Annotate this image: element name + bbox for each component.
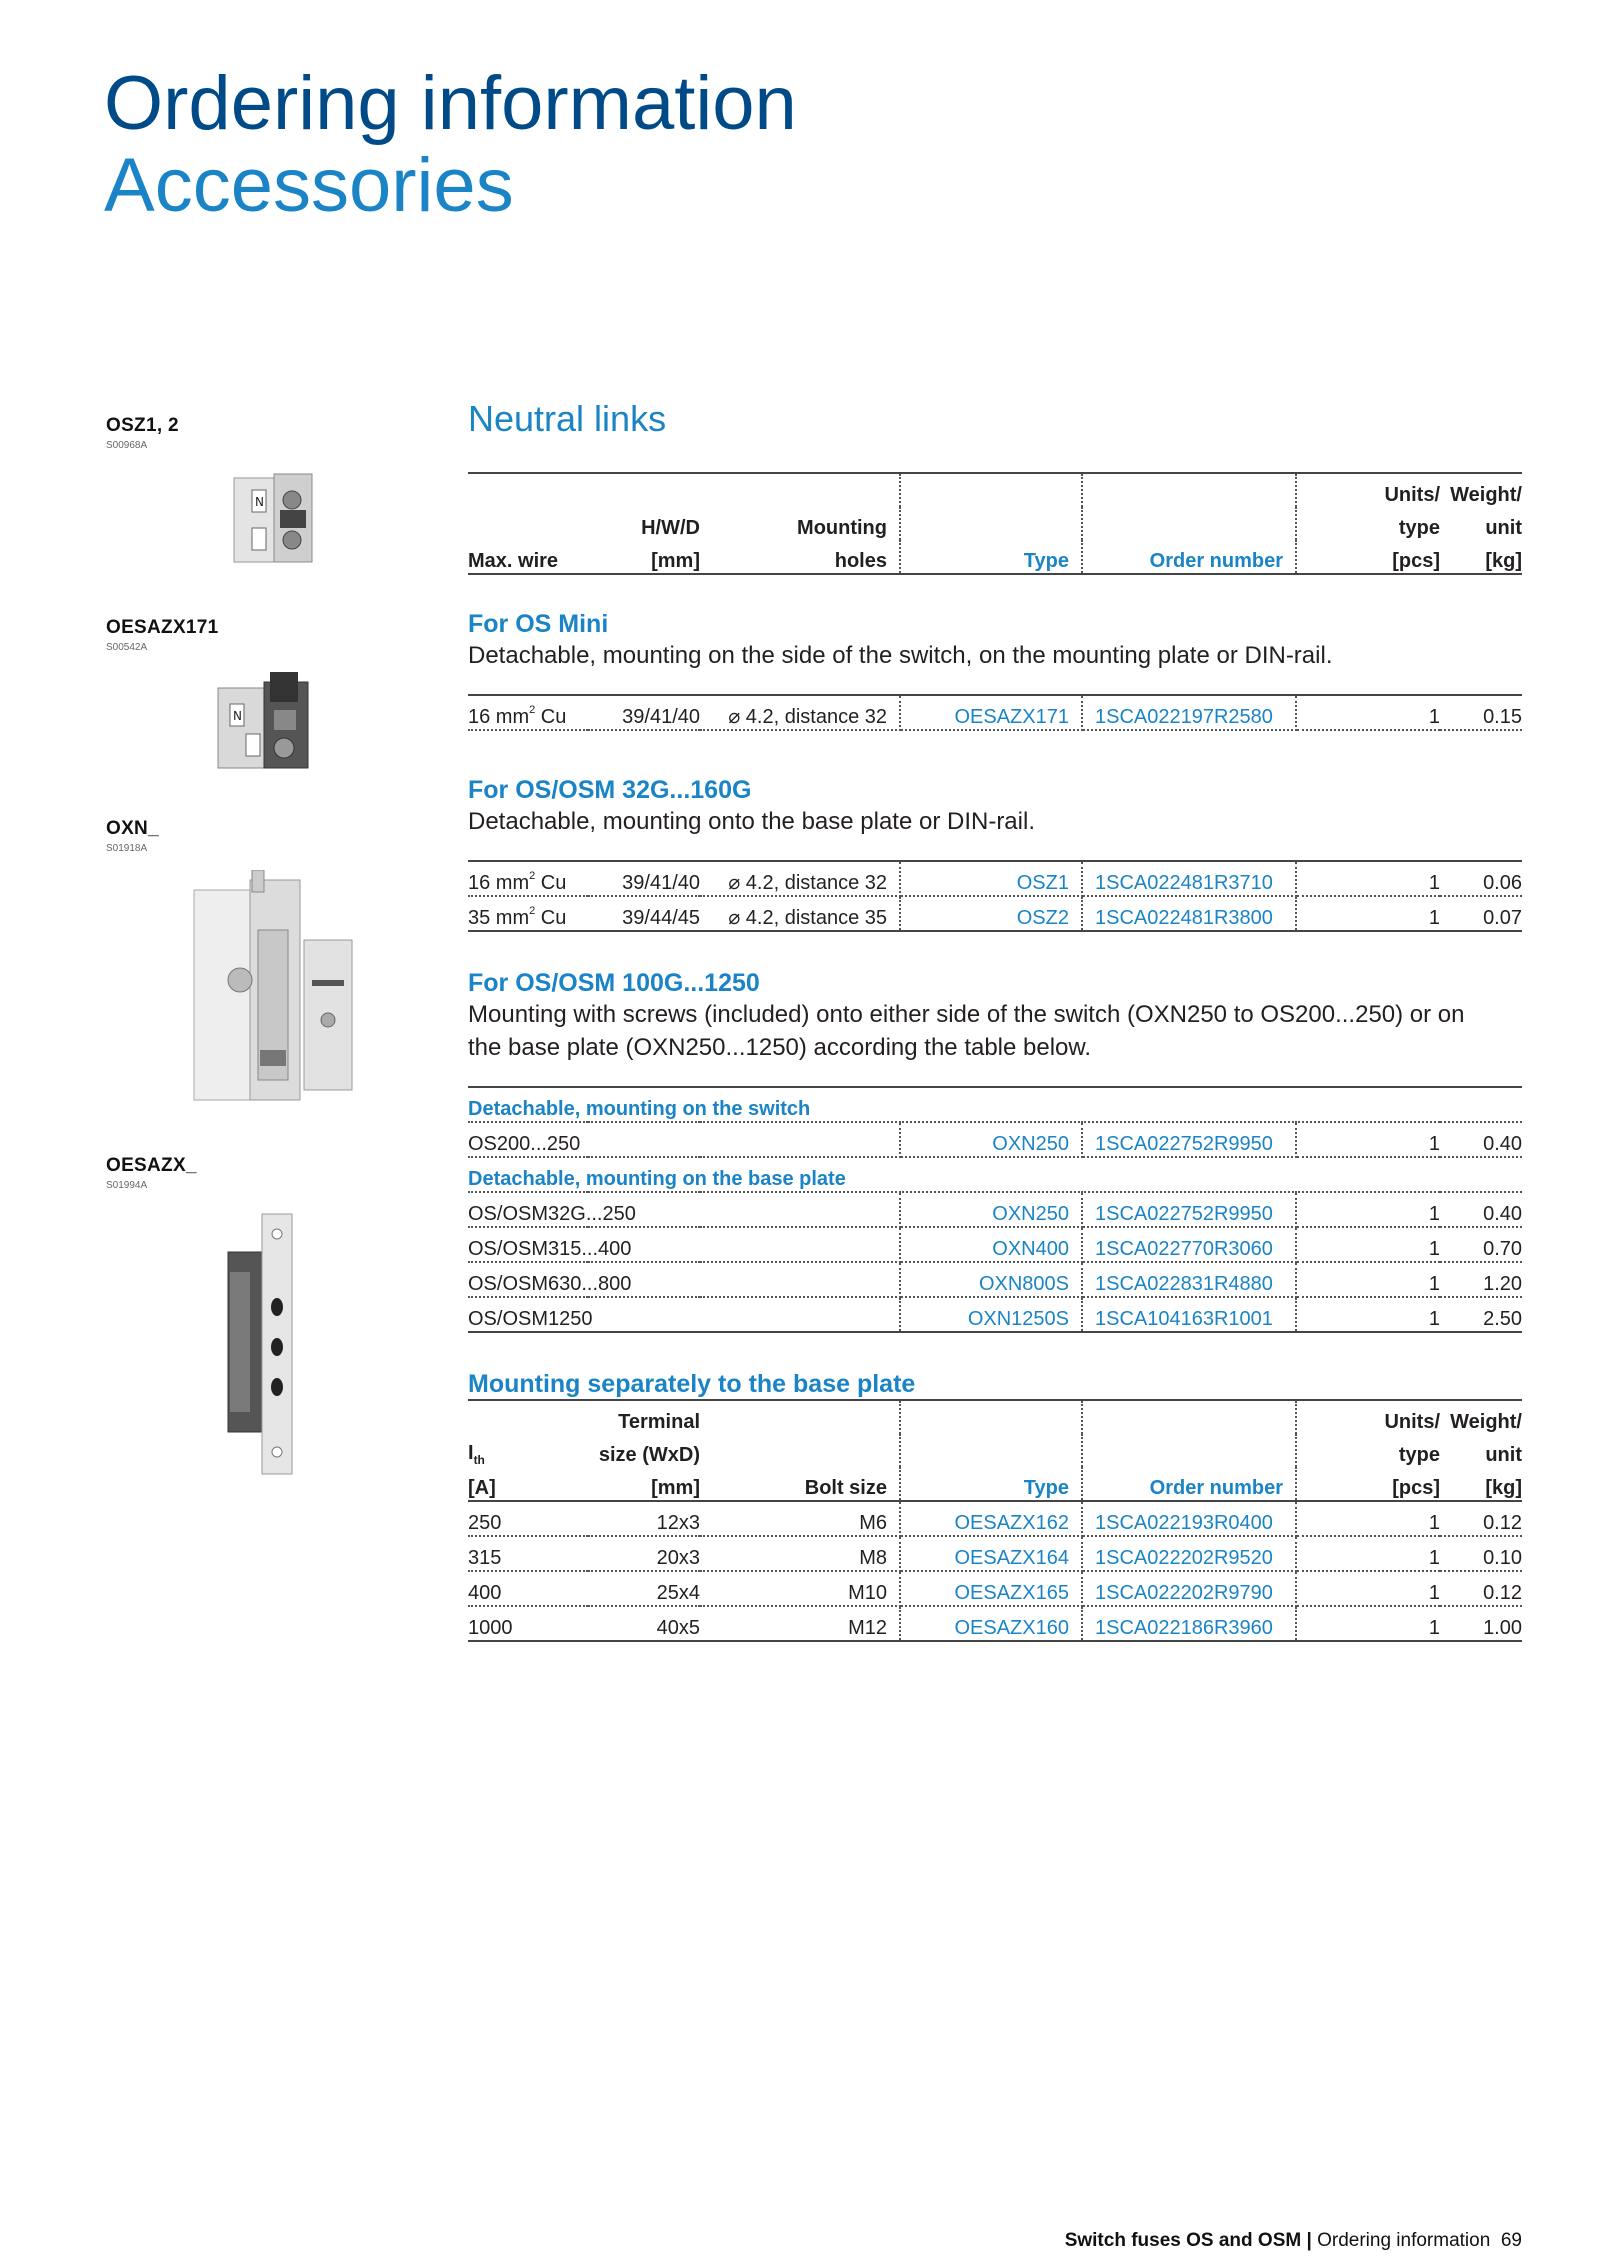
- order-number-link[interactable]: 1SCA022770R3060: [1082, 1227, 1296, 1262]
- switch-cell: OS200...250: [468, 1122, 900, 1157]
- col-header-units: type: [1398, 517, 1440, 539]
- units-cell: 1: [1296, 1192, 1440, 1227]
- group4-table: [468, 1399, 1522, 1642]
- group-title: For OS/OSM 32G...160G: [468, 776, 752, 804]
- weight-cell: 0.40: [1440, 1192, 1522, 1227]
- col-header-units: Units/: [1296, 473, 1440, 507]
- weight-cell: 0.70: [1440, 1227, 1522, 1262]
- weight-cell: 0.06: [1440, 861, 1522, 896]
- product-label-oxn: [106, 818, 159, 854]
- units-cell: 1: [1296, 1536, 1440, 1571]
- switch-cell: OS/OSM32G...250: [468, 1192, 900, 1227]
- product-label-osz: [106, 415, 179, 451]
- table-row: [468, 1501, 1522, 1536]
- type-link[interactable]: OESAZX171: [900, 695, 1082, 730]
- product-name: OSZ1, 2: [106, 415, 179, 436]
- units-cell: 1: [1296, 1297, 1440, 1332]
- weight-cell: 2.50: [1440, 1297, 1522, 1332]
- type-link[interactable]: OESAZX165: [900, 1571, 1082, 1606]
- group-description: Detachable, mounting on the side of the switch, on the mounting plate or DIN-rail.: [468, 642, 1333, 669]
- col-header-units: type: [1398, 1444, 1440, 1466]
- order-number-link[interactable]: 1SCA022752R9950: [1082, 1192, 1296, 1227]
- col-header-order-number: Order number: [1082, 540, 1296, 574]
- page-title: Ordering information: [104, 61, 797, 146]
- col-header-weight: Weight/: [1440, 1400, 1522, 1434]
- order-number-link[interactable]: 1SCA022193R0400: [1082, 1501, 1296, 1536]
- oxn-product-image: [190, 870, 360, 1115]
- type-link[interactable]: OSZ1: [900, 861, 1082, 896]
- col-header-weight: unit: [1485, 517, 1522, 539]
- terminal-cell: 12x3: [588, 1501, 700, 1536]
- order-number-link[interactable]: 1SCA022481R3710: [1082, 861, 1296, 896]
- weight-cell: 0.07: [1440, 896, 1522, 931]
- order-number-link[interactable]: 1SCA022202R9790: [1082, 1571, 1296, 1606]
- col-header-units: [pcs]: [1296, 1467, 1440, 1501]
- product-name: OESAZX171: [106, 617, 219, 638]
- holes-cell: ⌀ 4.2, distance 35: [700, 896, 900, 931]
- col-header-type: Type: [900, 1467, 1082, 1501]
- type-link[interactable]: OESAZX164: [900, 1536, 1082, 1571]
- order-number-link[interactable]: 1SCA022481R3800: [1082, 896, 1296, 931]
- order-number-link[interactable]: 1SCA104163R1001: [1082, 1297, 1296, 1332]
- product-code: S00542A: [106, 642, 148, 653]
- subheading-base-plate: Detachable, mounting on the base plate: [468, 1157, 1522, 1192]
- holes-cell: ⌀ 4.2, distance 32: [700, 861, 900, 896]
- footer-document-title: Switch fuses OS and OSM: [1064, 2230, 1302, 2251]
- ith-cell: 1000: [468, 1606, 588, 1641]
- units-cell: 1: [1296, 695, 1440, 730]
- units-cell: 1: [1296, 896, 1440, 931]
- col-header-weight: [kg]: [1440, 1467, 1522, 1501]
- group-description: Detachable, mounting onto the base plate or DIN-rail.: [468, 808, 1035, 835]
- weight-cell: 0.12: [1440, 1571, 1522, 1606]
- header-row: [468, 1400, 1522, 1434]
- col-header-bolt-size: Bolt size: [700, 1467, 900, 1501]
- header-row: [468, 1467, 1522, 1501]
- table-row: [468, 1536, 1522, 1571]
- weight-cell: 1.20: [1440, 1262, 1522, 1297]
- units-cell: 1: [1296, 1122, 1440, 1157]
- weight-cell: 0.15: [1440, 695, 1522, 730]
- col-header-weight: unit: [1485, 1444, 1522, 1466]
- holes-cell: ⌀ 4.2, distance 32: [700, 695, 900, 730]
- type-link[interactable]: OXN400: [900, 1227, 1082, 1262]
- footer-separator: |: [1306, 2230, 1312, 2251]
- col-header-terminal-size: size (WxD): [598, 1444, 700, 1466]
- table-row: [468, 1571, 1522, 1606]
- type-link[interactable]: OESAZX160: [900, 1606, 1082, 1641]
- header-row: [468, 1434, 1522, 1467]
- type-link[interactable]: OXN800S: [900, 1262, 1082, 1297]
- header-row: [468, 473, 1522, 507]
- osz-product-image: [222, 470, 322, 570]
- header-row: [468, 540, 1522, 574]
- col-header-max-wire: Max. wire: [468, 540, 588, 574]
- order-number-link[interactable]: 1SCA022186R3960: [1082, 1606, 1296, 1641]
- product-code: S00968A: [106, 440, 148, 451]
- col-header-hwd-unit: [mm]: [588, 540, 700, 574]
- col-header-weight: Weight/: [1440, 473, 1522, 507]
- product-code: S01994A: [106, 1180, 148, 1191]
- switch-cell: OS/OSM1250: [468, 1297, 900, 1332]
- type-link[interactable]: OXN250: [900, 1192, 1082, 1227]
- group-title: For OS/OSM 100G...1250: [468, 969, 760, 997]
- page-footer: [1065, 2230, 1522, 2252]
- svg-text:N: N: [255, 495, 264, 509]
- section-title: Neutral links: [468, 398, 667, 439]
- group-description-line2: the base plate (OXN250...1250) according the table below.: [468, 1034, 1092, 1061]
- ith-cell: 250: [468, 1501, 588, 1536]
- max-wire-cell: 16 $mm^2$ Cu: [468, 695, 588, 730]
- col-header-mounting: Mounting: [700, 507, 900, 540]
- bolt-cell: M10: [700, 1571, 900, 1606]
- weight-cell: 1.00: [1440, 1606, 1522, 1641]
- terminal-cell: 40x5: [588, 1606, 700, 1641]
- col-header-units: [pcs]: [1296, 540, 1440, 574]
- group-title: Mounting separately to the base plate: [468, 1370, 916, 1398]
- hwd-cell: 39/41/40: [588, 861, 700, 896]
- hwd-cell: 39/41/40: [588, 695, 700, 730]
- table-row: [468, 861, 1522, 896]
- type-link[interactable]: OESAZX162: [900, 1501, 1082, 1536]
- group-description-line1: Mounting with screws (included) onto either side of the switch (OXN250 to OS200...250) or on: [468, 1001, 1465, 1028]
- table-row: [468, 1227, 1522, 1262]
- group2-table: [468, 860, 1522, 932]
- order-number-link[interactable]: 1SCA022752R9950: [1082, 1122, 1296, 1157]
- header-row: [468, 507, 1522, 540]
- max-wire-cell: 35 $mm^2$ Cu: [468, 896, 588, 931]
- order-number-link[interactable]: 1SCA022197R2580: [1082, 695, 1296, 730]
- hwd-cell: 39/44/45: [588, 896, 700, 931]
- table-row: [468, 1606, 1522, 1641]
- table-row: [468, 896, 1522, 931]
- svg-text:N: N: [233, 709, 242, 723]
- ith-cell: 315: [468, 1536, 588, 1571]
- subheading-row: [468, 1157, 1522, 1192]
- group-title: For OS Mini: [468, 610, 609, 638]
- terminal-cell: 25x4: [588, 1571, 700, 1606]
- order-number-link[interactable]: 1SCA022202R9520: [1082, 1536, 1296, 1571]
- bolt-cell: M6: [700, 1501, 900, 1536]
- col-header-ith-unit: [A]: [468, 1467, 588, 1501]
- col-header-holes: holes: [700, 540, 900, 574]
- table-row: [468, 1297, 1522, 1332]
- switch-cell: OS/OSM315...400: [468, 1227, 900, 1262]
- footer-section: Ordering information: [1317, 2230, 1491, 2251]
- ith-cell: 400: [468, 1571, 588, 1606]
- units-cell: 1: [1296, 1606, 1440, 1641]
- type-link[interactable]: OXN1250S: [900, 1297, 1082, 1332]
- col-header-hwd: H/W/D: [641, 517, 700, 539]
- table-row: [468, 1192, 1522, 1227]
- units-cell: 1: [1296, 861, 1440, 896]
- bolt-cell: M12: [700, 1606, 900, 1641]
- col-header-terminal-unit: [mm]: [588, 1467, 700, 1501]
- page-subtitle: Accessories: [104, 143, 514, 228]
- page-number: 69: [1500, 2230, 1522, 2251]
- col-header-order-number: Order number: [1082, 1467, 1296, 1501]
- weight-cell: 0.12: [1440, 1501, 1522, 1536]
- oesazx-product-image: [222, 1212, 322, 1477]
- group1-table: [468, 694, 1522, 731]
- units-cell: 1: [1296, 1262, 1440, 1297]
- col-header-units: Units/: [1296, 1400, 1440, 1434]
- order-number-link[interactable]: 1SCA022831R4880: [1082, 1262, 1296, 1297]
- table-row: [468, 1262, 1522, 1297]
- units-cell: 1: [1296, 1501, 1440, 1536]
- terminal-cell: 20x3: [588, 1536, 700, 1571]
- col-header-ith: $I_{th}$: [468, 1442, 485, 1467]
- neutral-links-table: [468, 472, 1522, 575]
- weight-cell: 0.10: [1440, 1536, 1522, 1571]
- bolt-cell: M8: [700, 1536, 900, 1571]
- subheading-row: [468, 1087, 1522, 1122]
- weight-cell: 0.40: [1440, 1122, 1522, 1157]
- units-cell: 1: [1296, 1227, 1440, 1262]
- product-code: S01918A: [106, 843, 148, 854]
- col-header-terminal: Terminal: [588, 1400, 700, 1434]
- units-cell: 1: [1296, 1571, 1440, 1606]
- table-row: [468, 1122, 1522, 1157]
- type-link[interactable]: OXN250: [900, 1122, 1082, 1157]
- max-wire-cell: 16 $mm^2$ Cu: [468, 861, 588, 896]
- product-name: OXN_: [106, 818, 159, 839]
- oesazx171-product-image: [210, 668, 320, 778]
- product-label-oesazx: [106, 1155, 197, 1191]
- subheading-switch: Detachable, mounting on the switch: [468, 1087, 1522, 1122]
- type-link[interactable]: OSZ2: [900, 896, 1082, 931]
- product-name: OESAZX_: [106, 1155, 197, 1176]
- col-header-weight: [kg]: [1440, 540, 1522, 574]
- product-label-oesazx171: [106, 617, 219, 653]
- col-header-type: Type: [900, 540, 1082, 574]
- group3-table: [468, 1086, 1522, 1333]
- neutral-links-content: [468, 472, 1522, 1642]
- table-row: [468, 695, 1522, 730]
- switch-cell: OS/OSM630...800: [468, 1262, 900, 1297]
